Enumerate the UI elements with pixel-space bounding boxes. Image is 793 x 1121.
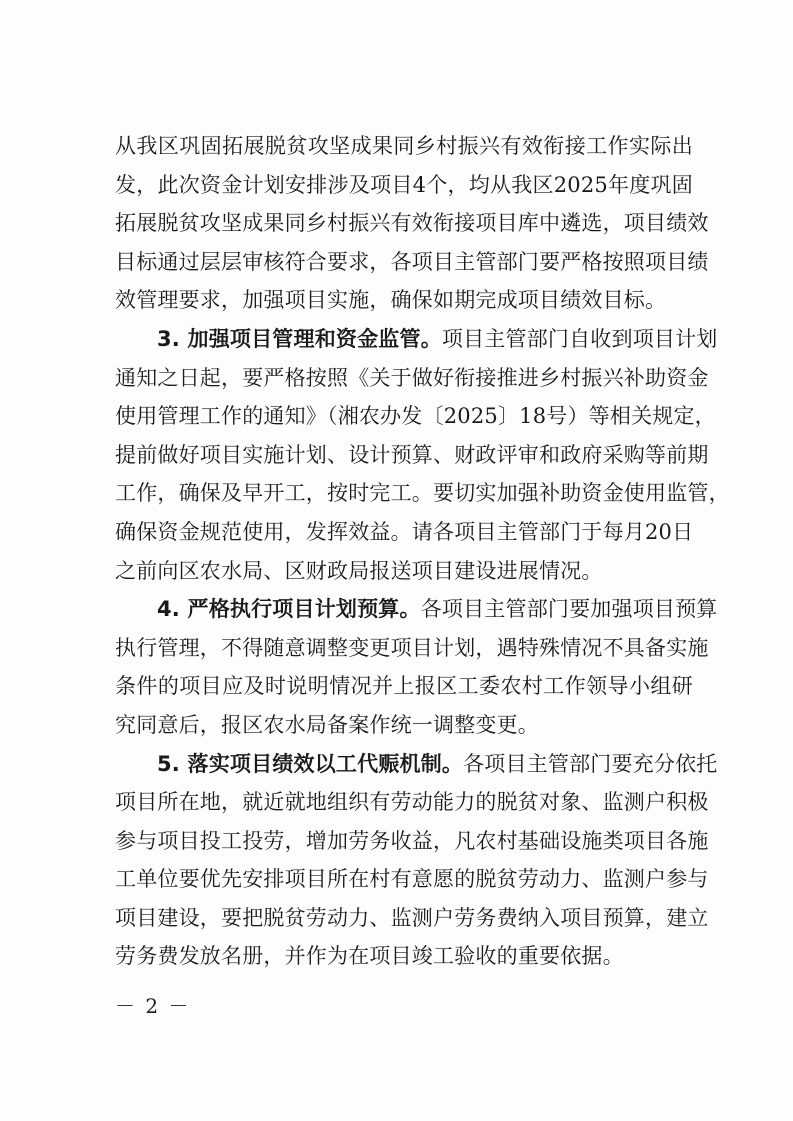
text-line: 通知之日起，要严格按照《关于做好衔接推进乡村振兴补助资金	[115, 365, 709, 390]
text-line: 工作，确保及早开工，按时完工。要切实加强补助资金使用监管，	[115, 481, 730, 506]
text-line: 确保资金规范使用，发挥效益。请各项目主管部门于每月20日	[115, 519, 694, 544]
text-line: 条件的项目应及时说明情况并上报区工委农村工作领导小组研	[115, 674, 693, 699]
section-heading: 3. 加强项目管理和资金监管。	[157, 326, 442, 351]
text-line: 项目建设，要把脱贫劳动力、监测户劳务费纳入项目预算，建立	[115, 905, 709, 930]
section-heading: 4. 严格执行项目计划预算。	[157, 597, 421, 622]
text-fragment: 各项目主管部门要加强项目预算	[420, 597, 718, 622]
text-line: 参与项目投工投劳，增加劳务收益，凡农村基础设施类项目各施	[115, 828, 709, 853]
paragraph-1	[115, 127, 709, 320]
text-line	[115, 320, 718, 359]
text-line: 究同意后，报区农水局备案作统一调整变更。	[115, 712, 539, 737]
text-line: 执行管理，不得随意调整变更项目计划，遇特殊情况不具备实施	[115, 635, 709, 660]
text-line: 劳务费发放名册，并作为在项目竣工验收的重要依据。	[115, 944, 624, 969]
text-fragment: 项目主管部门自收到项目计划	[441, 326, 718, 351]
text-line: 提前做好项目实施计划、设计预算、财政评审和政府采购等前期	[115, 442, 709, 467]
text-line: 使用管理工作的通知》（湘农办发〔2025〕18号）等相关规定，	[115, 404, 716, 429]
text-fragment: 各项目主管部门要充分依托	[463, 751, 718, 776]
text-line: 拓展脱贫攻坚成果同乡村振兴有效衔接项目库中遴选，项目绩效	[115, 211, 709, 236]
paragraph-4	[115, 745, 718, 977]
text-line: 从我区巩固拓展脱贫攻坚成果同乡村振兴有效衔接工作实际出	[115, 134, 693, 158]
paragraph-2	[115, 320, 730, 590]
text-line: 之前向区农水局、区财政局报送项目建设进展情况。	[115, 558, 603, 583]
section-heading: 5. 落实项目绩效以工代赈机制。	[157, 751, 464, 776]
text-line: 项目所在地，就近就地组织有劳动能力的脱贫对象、监测户积极	[115, 790, 709, 815]
text-line	[115, 590, 718, 629]
text-line	[115, 745, 718, 784]
text-line: 效管理要求，加强项目实施，确保如期完成项目绩效目标。	[115, 288, 667, 313]
document-body	[115, 127, 730, 976]
page-number: － 2 －	[115, 994, 191, 1018]
text-line: 发，此次资金计划安排涉及项目4个，均从我区2025年度巩固	[115, 172, 693, 197]
text-line: 目标通过层层审核符合要求，各项目主管部门要严格按照项目绩	[115, 249, 709, 274]
text-line: 工单位要优先安排项目所在村有意愿的脱贫劳动力、监测户参与	[115, 867, 709, 892]
paragraph-3	[115, 590, 718, 744]
